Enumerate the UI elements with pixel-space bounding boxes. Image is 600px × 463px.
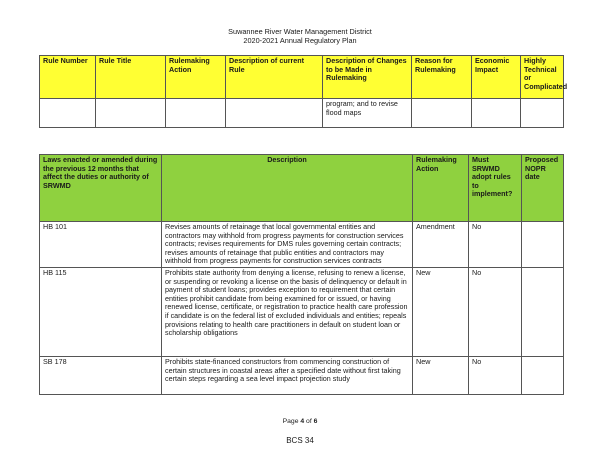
description-cell: Revises amounts of retainage that local governmental entities and contractors may withhold from progress payments for construction services contracts; revises requirements for DMS rules governing certain contracts; revises amounts of retainage that public entities and contractors may withhold from progress payments for construction services contracts: [162, 222, 413, 268]
table-row: [40, 99, 564, 128]
header-laws: Laws enacted or amended during the previous 12 months that affect the duties or authority of SRWMD: [40, 155, 162, 222]
must-adopt-cell: No: [469, 356, 522, 394]
table-row: [40, 356, 564, 394]
header-rule-title: Rule Title: [96, 56, 166, 99]
header-must-adopt: Must SRWMD adopt rules to implement?: [469, 155, 522, 222]
header-description: Description: [162, 155, 413, 222]
header-economic-impact: Economic Impact: [472, 56, 521, 99]
header-reason: Reason for Rulemaking: [412, 56, 472, 99]
nopr-cell: [522, 356, 564, 394]
law-cell: HB 101: [40, 222, 162, 268]
header-nopr-date: Proposed NOPR date: [522, 155, 564, 222]
table-row: [40, 267, 564, 356]
nopr-cell: [522, 222, 564, 268]
header-highly-technical: Highly Technical or Complicated: [521, 56, 564, 99]
action-cell: New: [413, 267, 469, 356]
rule-table-header-row: [40, 56, 564, 99]
table-cell: [226, 99, 323, 128]
table-cell: program; and to revise flood maps: [323, 99, 412, 128]
rule-table: [39, 55, 568, 128]
table-row: [40, 222, 564, 268]
law-cell: SB 178: [40, 356, 162, 394]
laws-table-header-row: [40, 155, 564, 222]
table-cell: [166, 99, 226, 128]
header-rulemaking-action: Rulemaking Action: [166, 56, 226, 99]
page-number: Page 4 of 6: [282, 418, 318, 425]
header-rulemaking-action: Rulemaking Action: [413, 155, 469, 222]
table-cell: [96, 99, 166, 128]
description-cell: Prohibits state-financed constructors from commencing construction of certain structures in coastal areas after a specified date without first taking certain steps regarding a sea level impact projection study: [162, 356, 413, 394]
must-adopt-cell: No: [469, 267, 522, 356]
header-current-rule: Description of current Rule: [226, 56, 323, 99]
document-code: BCS 34: [286, 436, 314, 445]
header-rule-number: Rule Number: [40, 56, 96, 99]
action-cell: Amendment: [413, 222, 469, 268]
nopr-cell: [522, 267, 564, 356]
must-adopt-cell: No: [469, 222, 522, 268]
description-cell: Prohibits state authority from denying a license, refusing to renew a license, or suspending or revoking a license on the basis of delinquency or default in payment of student loans; provides exception to requirement that certain entities prohibit candidate from being examined for or issued, or having renewed license, certificate, or registration to practice health care profession if candidate is on the federal list of excluded individuals and entities; repeals provisions relating to health care practitioners in default on student loan or scholarship obligations: [162, 267, 413, 356]
district-name: Suwannee River Water Management District: [228, 27, 372, 36]
table-cell: [412, 99, 472, 128]
law-cell: HB 115: [40, 267, 162, 356]
header-changes: Description of Changes to be Made in Rulemaking: [323, 56, 412, 99]
action-cell: New: [413, 356, 469, 394]
document-header: [0, 27, 600, 45]
laws-table: [39, 154, 564, 395]
table-cell: [40, 99, 96, 128]
table-cell: [472, 99, 521, 128]
plan-title: 2020-2021 Annual Regulatory Plan: [243, 36, 357, 45]
table-cell: [521, 99, 564, 128]
